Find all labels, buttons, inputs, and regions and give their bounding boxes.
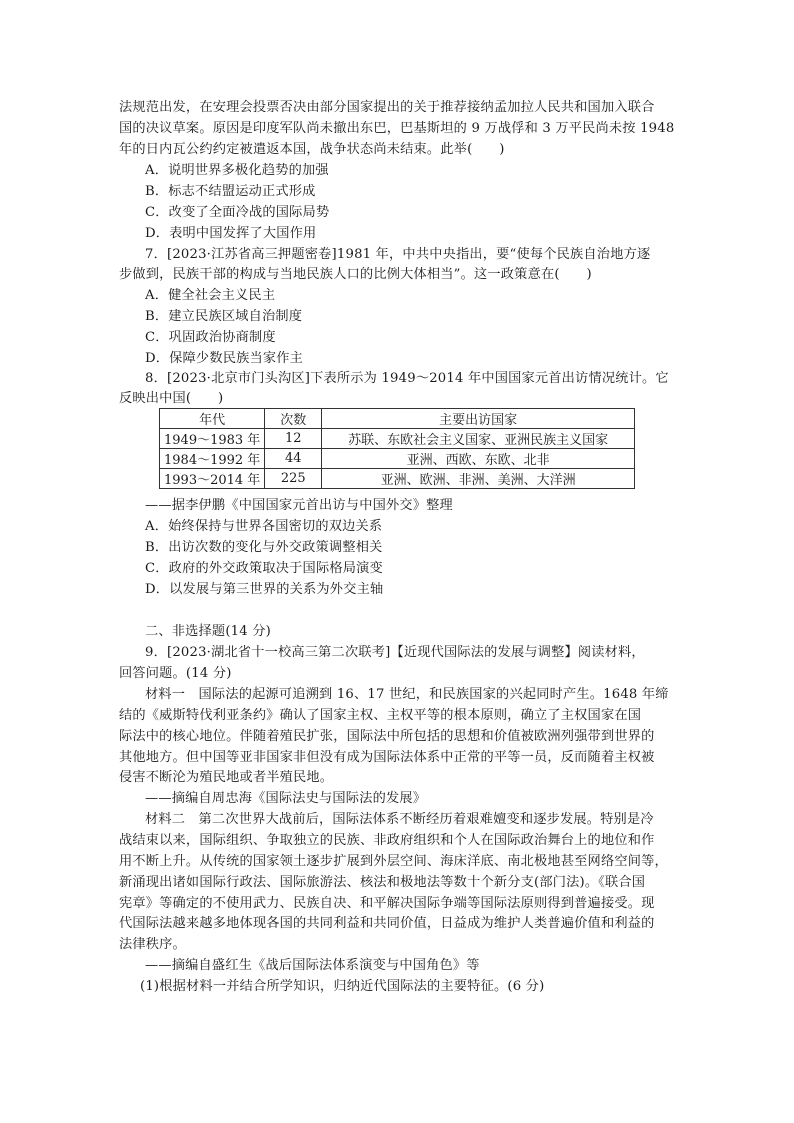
table-cell: 44 [265, 449, 322, 469]
table-cell: 12 [265, 429, 322, 449]
material-2-line: 新涌现出诸如国际行政法、国际旅游法、核法和极地法等数十个新分支(部门法)。《联合国 [119, 875, 646, 890]
q7-option-b: B．建立民族区域自治制度 [145, 309, 303, 324]
material-2-line: 用不断上升。从传统的国家领土逐步扩展到外层空间、海床洋底、南北极地甚至网络空间等， [119, 854, 668, 869]
table-header-cell: 主要出访国家 [322, 409, 635, 429]
q8-stem-line-2: 反映出中国( ) [119, 391, 224, 406]
material-2-source: ——摘编自盛红生《战后国际法体系演变与中国角色》等 [145, 958, 480, 973]
material-2-line: 宪章》等确定的不使用武力、民族自决、和平解决国际争端等国际法原则得到普遍接受。现 [119, 896, 655, 911]
table-cell: 亚洲、欧洲、非洲、美洲、大洋洲 [322, 469, 635, 489]
q6-option-c: C．改变了全面冷战的国际局势 [145, 205, 330, 220]
material-1-line: 其他地方。但中国等亚非国家非但没有成为国际法体系中正常的平等一员，反而随着主权被 [119, 750, 655, 765]
table-cell: 1993～2014 年 [160, 469, 265, 489]
q7-option-d: D．保障少数民族当家作主 [145, 351, 304, 366]
section-title: 二、非选择题(14 分) [145, 624, 271, 639]
material-1-line: 际法中的核心地位。伴随着殖民扩张，国际法中所包括的思想和价值被欧洲列强带到世界的 [119, 729, 655, 744]
table-row [160, 469, 635, 489]
material-2-line: 代国际法越来越多地体现各国的共同利益和共同价值，日益成为维护人类普遍价值和利益的 [119, 916, 655, 931]
q6-option-a: A．说明世界多极化趋势的加强 [145, 163, 329, 178]
q8-option-c: C．政府的外交政策取决于国际格局演变 [145, 561, 383, 576]
q7-stem-line-1: 7．[2023·江苏省高三押题密卷]1981 年，中共中央指出，要“使每个民族自治地方逐 [145, 247, 651, 262]
visits-table [159, 408, 635, 489]
q7-stem-line-2: 步做到，民族干部的构成与当地民族人口的比例大体相当”。这一政策意在( ) [119, 267, 592, 282]
table-row [160, 449, 635, 469]
q9-subquestion-1: (1)根据材料一并结合所学知识，归纳近代国际法的主要特征。(6 分) [140, 979, 545, 994]
q8-option-b: B．出访次数的变化与外交政策调整相关 [145, 540, 383, 555]
q6-stem-line-2: 国的决议草案。原因是印度军队尚未撤出东巴，巴基斯坦的 9 万战俘和 3 万平民尚未按 1948 [119, 121, 675, 136]
table-cell: 苏联、东欧社会主义国家、亚洲民族主义国家 [322, 429, 635, 449]
table-cell: 1984～1992 年 [160, 449, 265, 469]
table-cell: 225 [265, 469, 322, 489]
table-header-cell: 年代 [160, 409, 265, 429]
table-header-cell: 次数 [265, 409, 322, 429]
q9-stem-line-1: 9．[2023·湖北省十一校高三第二次联考]【近现代国际法的发展与调整】阅读材料， [145, 645, 645, 660]
material-1-line: 结的《威斯特伐利亚条约》确认了国家主权、主权平等的根本原则，确立了主权国家在国 [119, 708, 642, 723]
table-row [160, 429, 635, 449]
q6-stem-line-1: 法规范出发，在安理会投票否决由部分国家提出的关于推荐接纳孟加拉人民共和国加入联合 [119, 100, 655, 115]
q8-stem-line-1: 8．[2023·北京市门头沟区]下表所示为 1949～2014 年中国国家元首出访情况统计。它 [145, 371, 669, 386]
q7-option-c: C．巩固政治协商制度 [145, 330, 276, 345]
q7-option-a: A．健全社会主义民主 [145, 288, 276, 303]
q9-stem-line-2: 回答问题。(14 分) [119, 666, 232, 681]
q6-option-d: D．表明中国发挥了大国作用 [145, 226, 317, 241]
material-2-line: 战结束以来，国际组织、争取独立的民族、非政府组织和个人在国际政治舞台上的地位和作 [119, 833, 655, 848]
q6-option-b: B．标志不结盟运动正式形成 [145, 184, 316, 199]
q8-option-d: D．以发展与第三世界的关系为外交主轴 [145, 582, 384, 597]
material-1-source: ——摘编自周忠海《国际法史与国际法的发展》 [145, 791, 427, 806]
q6-stem-line-3: 年的日内瓦公约约定被遣返本国，战争状态尚未结束。此举( ) [119, 142, 505, 157]
q8-option-a: A．始终保持与世界各国密切的双边关系 [145, 519, 383, 534]
q8-table-source: ——据李伊鹏《中国国家元首出访与中国外交》整理 [145, 498, 453, 513]
material-1-line: 侵害不断沦为殖民地或者半殖民地。 [119, 770, 334, 785]
material-2-line: 材料二 第二次世界大战前后，国际法体系不断经历着艰难嬗变和逐步发展。特别是冷 [145, 812, 654, 827]
table-cell: 1949～1983 年 [160, 429, 265, 449]
material-2-line: 法律秩序。 [119, 937, 186, 952]
material-1-line: 材料一 国际法的起源可追溯到 16、17 世纪，和民族国家的兴起同时产生。1648 年缔 [145, 687, 669, 702]
table-cell: 亚洲、西欧、东欧、北非 [322, 449, 635, 469]
table-header-row [160, 409, 635, 429]
